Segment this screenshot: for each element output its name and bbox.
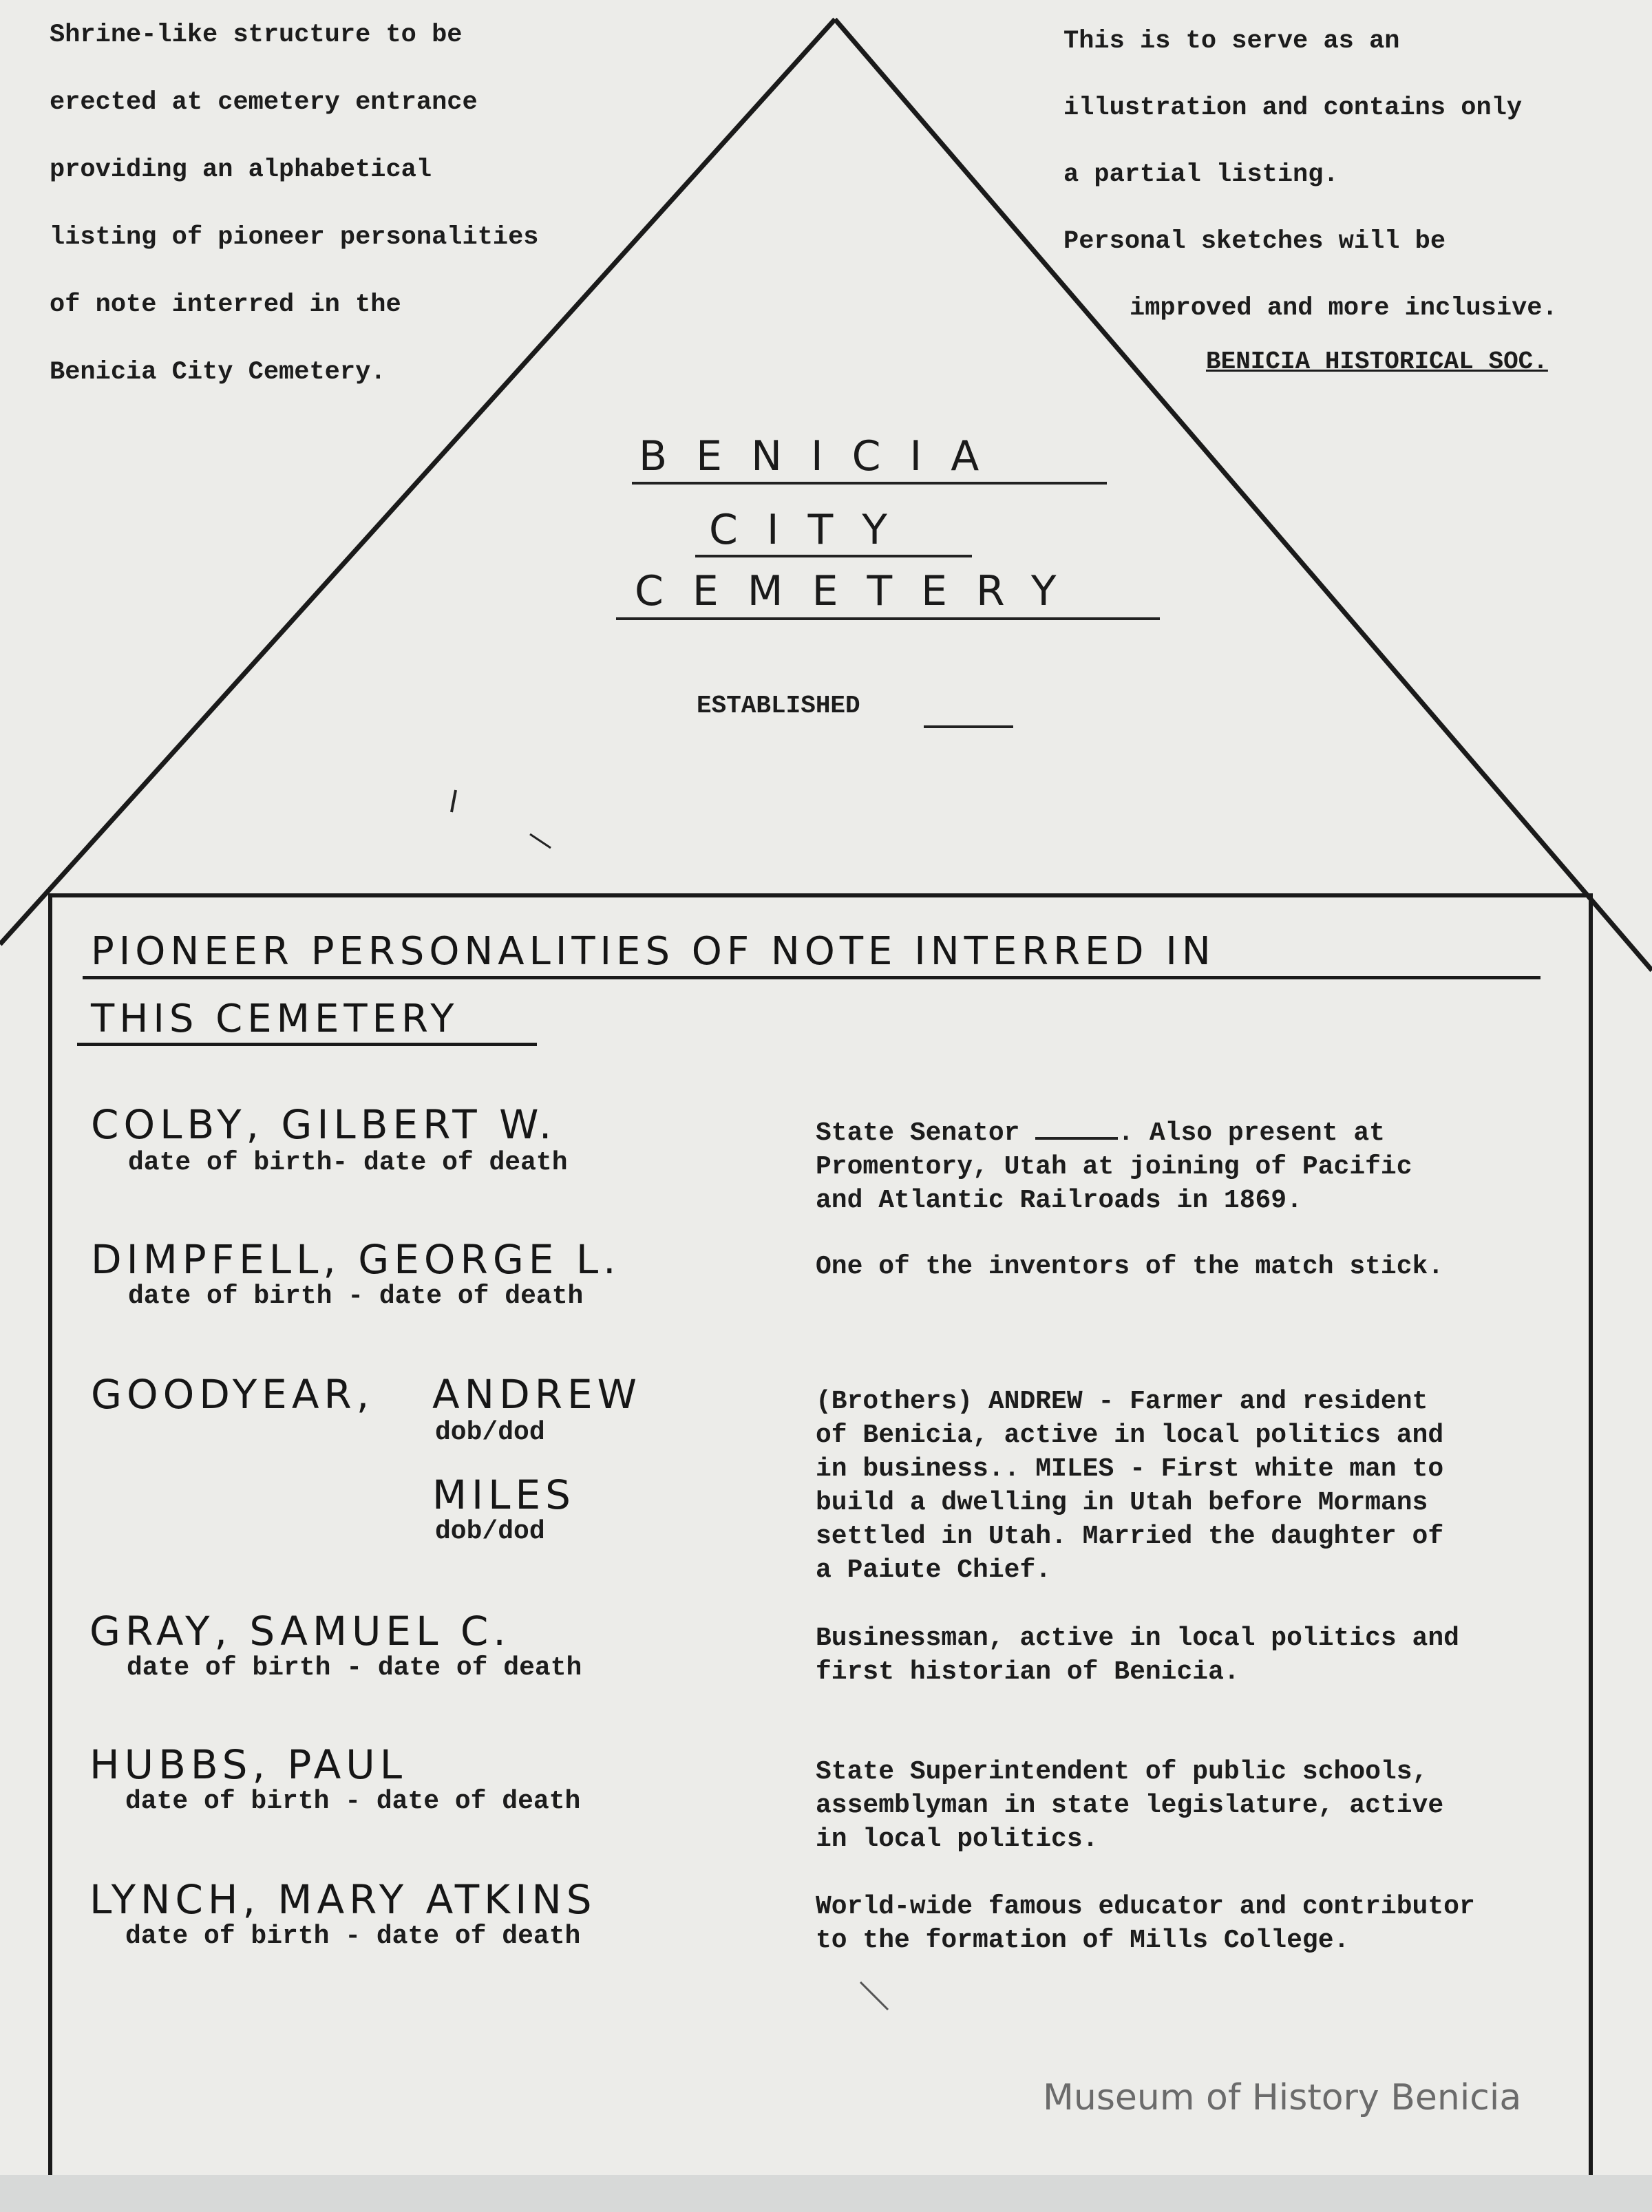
desc-line: in local politics.: [816, 1825, 1099, 1854]
stray-mark: [530, 834, 551, 848]
title-benicia: BENICIA: [639, 432, 1008, 480]
title-underline: [632, 482, 1107, 485]
entry-description: [816, 1116, 1566, 1217]
entry-given-name: MILES: [432, 1471, 575, 1518]
entry-name: DIMPFELL, GEORGE L.: [91, 1236, 621, 1283]
left-note: [50, 1, 642, 406]
title-underline: [616, 617, 1160, 620]
desc-line: a Paiute Chief.: [816, 1555, 1052, 1585]
entry-dates: date of birth - date of death: [125, 1922, 581, 1951]
entry-name: COLBY, GILBERT W.: [91, 1101, 557, 1148]
desc-line: State Superintendent of public schools,: [816, 1757, 1428, 1787]
entry-dates: date of birth - date of death: [127, 1653, 582, 1683]
heading-underline: [77, 1043, 537, 1046]
society-signature: BENICIA HISTORICAL SOC.: [1206, 348, 1548, 376]
desc-line: to the formation of Mills College.: [816, 1926, 1350, 1955]
desc-line: build a dwelling in Utah before Mormans: [816, 1488, 1428, 1518]
right-note: [1063, 8, 1642, 342]
left-note-line: Shrine-like structure to be: [50, 21, 463, 50]
entry-name: HUBBS, PAUL: [89, 1741, 407, 1788]
entry-dates: date of birth- date of death: [128, 1148, 568, 1178]
right-note-line: improved and more inclusive.: [1130, 294, 1558, 323]
entry-description: [816, 1755, 1566, 1856]
title-underline: [695, 555, 972, 557]
desc-text: State Senator: [816, 1118, 1020, 1148]
entry-dates: dob/dod: [435, 1517, 545, 1546]
listing-heading-line2: THIS CEMETERY: [91, 997, 459, 1041]
desc-line: of Benicia, active in local politics and: [816, 1421, 1444, 1450]
entry-description: [816, 1890, 1566, 1957]
right-note-line: illustration and contains only: [1063, 94, 1523, 123]
entry-name: GRAY, SAMUEL C.: [89, 1608, 511, 1655]
entry-dates: date of birth - date of death: [125, 1787, 581, 1816]
desc-line: assemblyman in state legislature, active: [816, 1791, 1444, 1820]
left-note-line: of note interred in the: [50, 290, 401, 319]
entry-name: LYNCH, MARY ATKINS: [89, 1876, 597, 1923]
right-note-line: Personal sketches will be: [1063, 227, 1446, 256]
desc-line: settled in Utah. Married the daughter of: [816, 1522, 1444, 1551]
entry-given-name: ANDREW: [432, 1371, 642, 1418]
museum-watermark: Museum of History Benicia: [1043, 2077, 1522, 2118]
title-city: CITY: [709, 506, 916, 554]
established-label: ESTABLISHED: [697, 692, 860, 720]
desc-line: first historian of Benicia.: [816, 1657, 1240, 1687]
desc-line: One of the inventors of the match stick.: [816, 1252, 1444, 1282]
right-note-line: a partial listing.: [1063, 160, 1339, 189]
title-cemetery: CEMETERY: [635, 567, 1086, 615]
left-note-line: providing an alphabetical: [50, 156, 432, 184]
desc-line: World-wide famous educator and contributor: [816, 1892, 1475, 1922]
desc-line: and Atlantic Railroads in 1869.: [816, 1186, 1302, 1215]
desc-blank: [1035, 1116, 1118, 1140]
desc-line: Promentory, Utah at joining of Pacific: [816, 1152, 1412, 1182]
entry-description: [816, 1385, 1566, 1587]
listing-heading-line1: PIONEER PERSONALITIES OF NOTE INTERRED IN: [91, 929, 1216, 974]
right-note-line: This is to serve as an: [1063, 27, 1400, 56]
established-blank: [924, 725, 1013, 728]
stray-mark: [452, 790, 456, 812]
entry-description: [816, 1250, 1566, 1284]
left-note-line: erected at cemetery entrance: [50, 88, 478, 117]
left-note-line: Benicia City Cemetery.: [50, 358, 386, 387]
entry-name: GOODYEAR,: [91, 1371, 374, 1418]
entry-dates: date of birth - date of death: [128, 1282, 584, 1311]
desc-line: Businessman, active in local politics and: [816, 1624, 1459, 1653]
desc-line: (Brothers) ANDREW - Farmer and resident: [816, 1387, 1428, 1416]
entry-description: [816, 1621, 1566, 1689]
entry-dates: dob/dod: [435, 1418, 545, 1447]
heading-underline: [83, 976, 1540, 979]
desc-text: . Also present at: [1118, 1118, 1385, 1148]
left-note-line: listing of pioneer personalities: [50, 223, 539, 252]
desc-line: in business.. MILES - First white man to: [816, 1454, 1444, 1484]
